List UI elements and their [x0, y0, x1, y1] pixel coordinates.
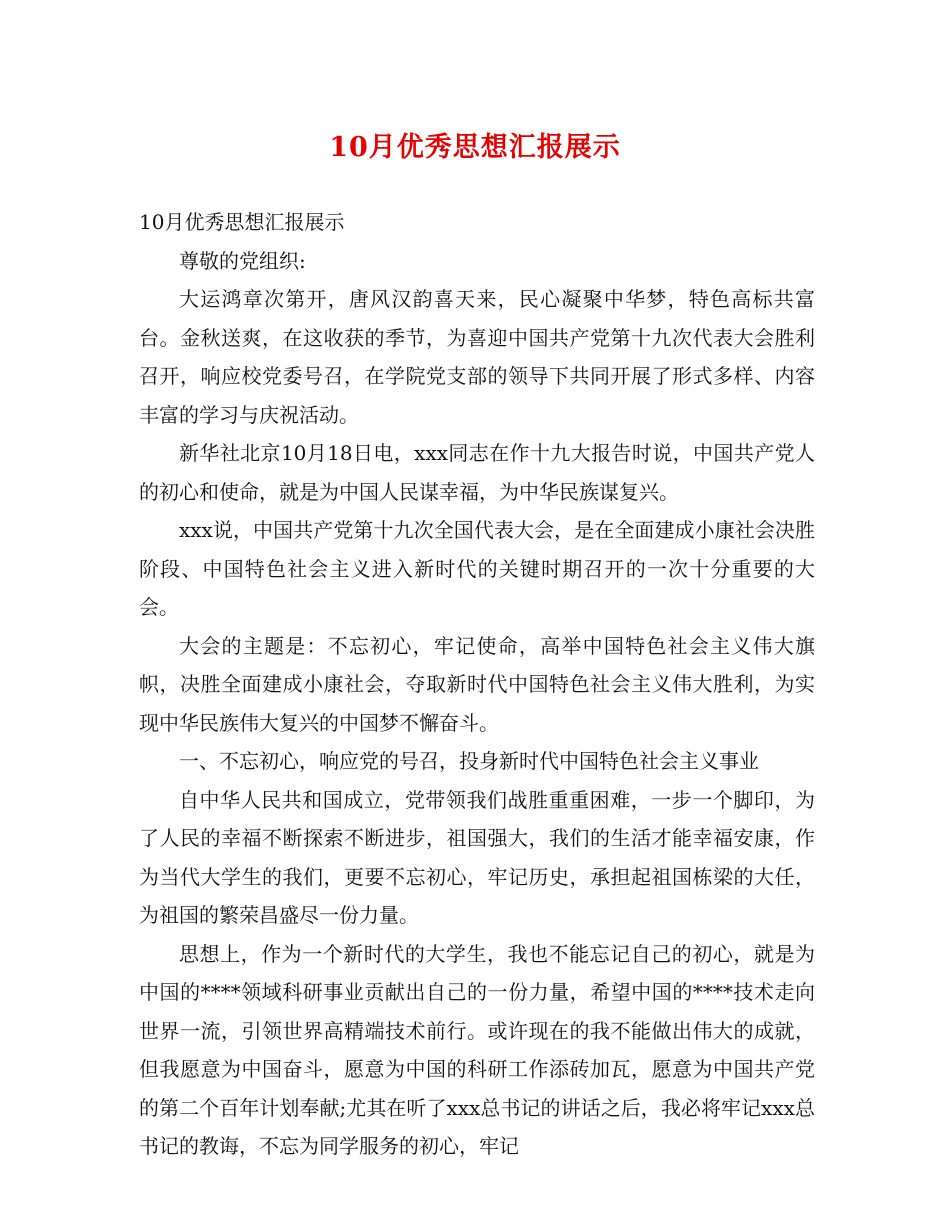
paragraph: 新华社北京10月18日电，xxx同志在作十九大报告时说，中国共产党人的初心和使命，就是为中国人民谋幸福，为中华民族谋复兴。: [139, 441, 815, 504]
paragraph: xxx说，中国共产党第十九次全国代表大会，是在全面建成小康社会决胜阶段、中国特色社会主义进入新时代的关键时期召开的一次十分重要的大会。: [139, 518, 815, 619]
document-title: 10月优秀思想汇报展示: [329, 132, 621, 163]
body-heading-line: 10月优秀思想汇报展示: [139, 210, 345, 234]
paragraph: 思想上，作为一个新时代的大学生，我也不能忘记自己的初心，就是为中国的****领域科研事业贡献出自己的一份力量，希望中国的****技术走向世界一流，引领世界高精端技术前行。或许现在的我不能做出伟大的成就，但我愿意为中国奋斗，愿意为中国的科研工作添砖加瓦，愿意为中国共产党的第二个百年计划奉献;尤其在听了xxx总书记的讲话之后，我必将牢记xxx总书记的教诲，不忘为同学服务的初心，牢记: [139, 941, 815, 1158]
section-heading: 一、不忘初心，响应党的号召，投身新时代中国特色社会主义事业: [179, 749, 759, 773]
paragraph: 自中华人民共和国成立，党带领我们战胜重重困难，一步一个脚印，为了人民的幸福不断探索不断进步，祖国强大，我们的生活才能幸福安康，作为当代大学生的我们，更要不忘初心，牢记历史，承担起祖国栋梁的大任，为祖国的繁荣昌盛尽一份力量。: [139, 787, 815, 927]
paragraph: 大会的主题是：不忘初心，牢记使命，高举中国特色社会主义伟大旗帜，决胜全面建成小康社会，夺取新时代中国特色社会主义伟大胜利，为实现中华民族伟大复兴的中国梦不懈奋斗。: [139, 633, 815, 735]
salutation: 尊敬的党组织:: [179, 248, 306, 273]
document-body: [139, 203, 815, 1166]
paragraph: 大运鸿章次第开，唐风汉韵喜天来，民心凝聚中华梦，特色高标共富台。金秋送爽，在这收获的季节，为喜迎中国共产党第十九次代表大会胜利召开，响应校党委号召，在学院党支部的领导下共同开展了形式多样、内容丰富的学习与庆祝活动。: [139, 287, 815, 427]
